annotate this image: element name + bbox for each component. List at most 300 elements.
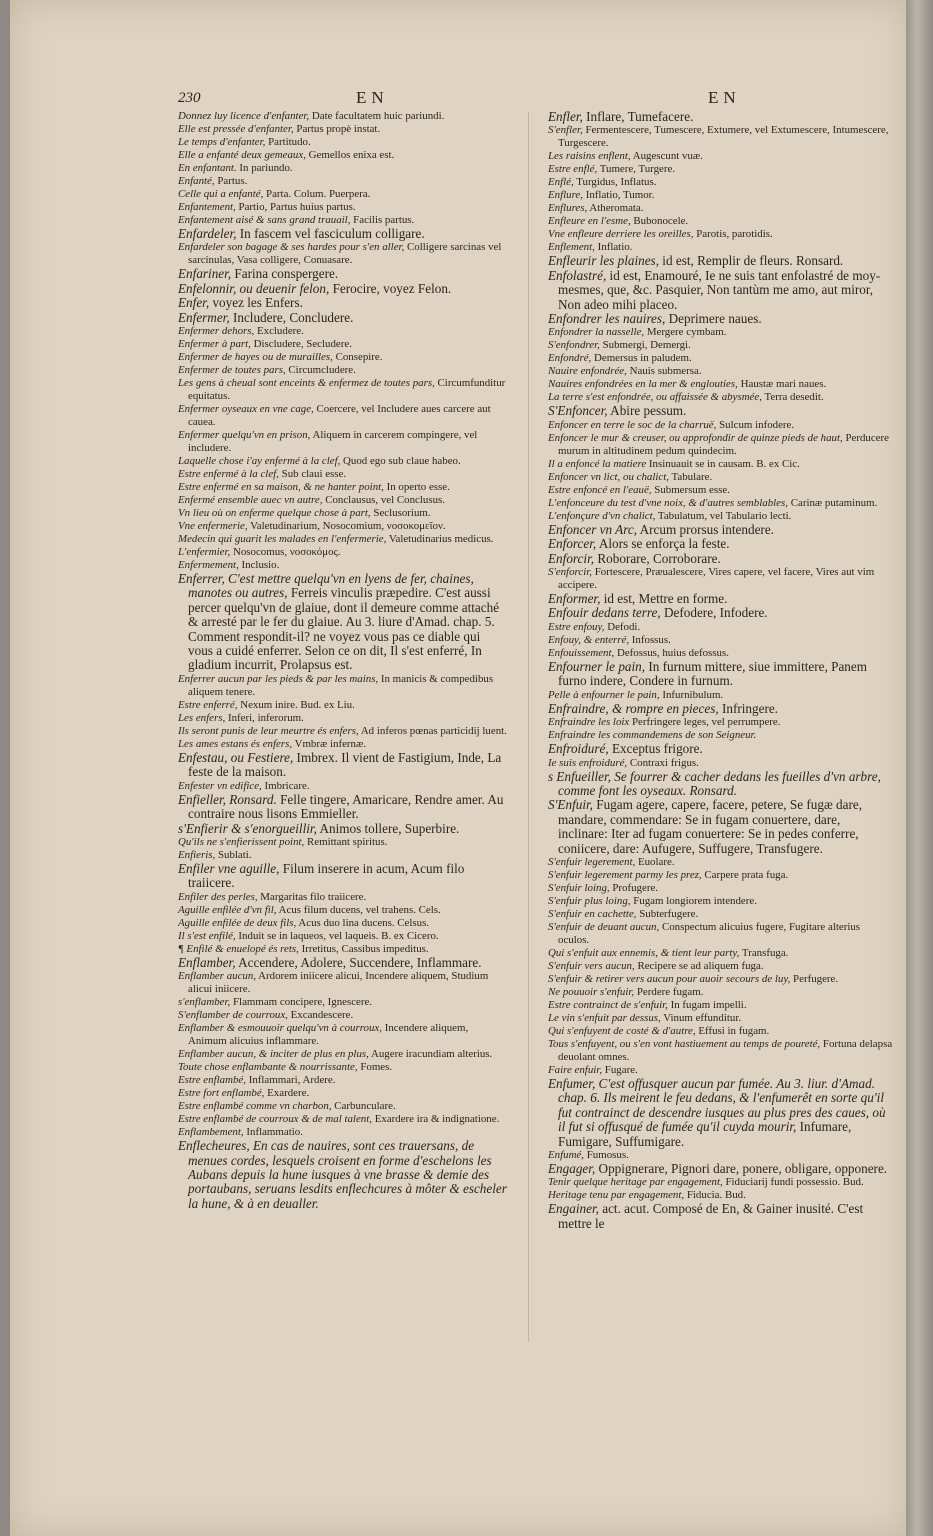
dictionary-entry [178,917,508,930]
dictionary-entry [548,458,893,471]
entry-french: Enfardeler, [178,226,237,241]
dictionary-entry [548,523,893,537]
entry-latin: In fugam impelli. [670,998,747,1011]
entry-french: Enfermer quelqu'vn en prison, [178,429,311,442]
running-head-left: EN [356,88,389,107]
dictionary-entry [178,149,508,162]
entry-latin: Date facultatem huic pariundi. [311,110,445,122]
entry-latin: Terra desedit. [764,391,824,404]
entry-latin: Parotis, parotidis. [696,228,773,241]
dictionary-entry [178,136,508,149]
entry-french: S'Enfuir, [548,797,593,813]
dictionary-entry [178,175,508,188]
entry-latin: Nosocomus, νοσοκόμος. [232,546,341,559]
entry-latin: Augescunt vuæ. [632,150,703,163]
dictionary-entry [548,592,893,606]
dictionary-entry [548,606,893,620]
entry-french: Enforcer, [548,536,597,552]
entry-french: S'enforcir, [548,566,592,579]
entry-latin: Defodi. [607,620,641,633]
entry-french: L'enfonceure du test d'vne noix, & d'autres semblables, [548,496,788,509]
left-column [178,86,508,1211]
entry-latin: Farina conspergere. [234,266,339,282]
dictionary-entry [178,725,508,738]
entry-latin: Sub claui esse. [281,468,347,481]
entry-french: Enflure, [548,189,583,202]
entry-french: Enfermer de hayes ou de murailles, [178,351,333,364]
entry-latin: Demersus in paludem. [594,352,692,365]
dictionary-entry [548,960,893,973]
dictionary-entry [178,1022,508,1048]
entry-french: Enfantement, [178,201,236,213]
entry-french: Nauire enfondrée, [548,365,627,378]
entry-french: Elle est pressée d'enfanter, [178,123,294,135]
entry-french: Enfester vn edifice, [178,779,262,792]
dictionary-entry [548,999,893,1012]
dictionary-entry [178,377,508,403]
entry-french: Enfumer, C'est offusquer aucun par fumée. Au 3. liur. d'Amad. chap. 6. Ils meirent le feu dedans, & l'enfumerêt en sorte qu'il fut contrainct de descendre iusques au plus pres des caues, où il fut si offusqué de fumée qu'il cuyda mourir, [548,1075,886,1135]
entry-latin: Coercere, vel Includere aues carcere aut caueа. [188,403,491,429]
right-column [548,86,893,1231]
dictionary-entry [178,904,508,917]
dictionary-entry [548,895,893,908]
dictionary-entry [548,419,893,432]
entry-latin: Circumcludere. [288,364,356,377]
dictionary-entry [178,455,508,468]
entry-french: Qu'ils ne s'enfierissent point, [178,835,305,848]
entry-latin: Fomes. [360,1061,393,1074]
dictionary-entry [548,202,893,215]
dictionary-entry [178,673,508,699]
dictionary-entry [178,481,508,494]
entry-french: Il s'est enfilé, [178,929,236,942]
entry-french: Enfleure en l'esme, [548,215,631,228]
entry-latin: Irretitus, Cassibus impeditus. [301,942,429,955]
entry-french: Aguille enfilée de deux fils, [178,916,297,929]
entry-latin: Perdere fugam. [636,985,704,998]
entry-latin: Exceptus frigore. [611,741,703,757]
entry-french: Enfanté, [178,175,215,187]
entry-latin: Perducere murum in altitudinem pedum quindecim. [558,431,889,457]
dictionary-entry [178,403,508,429]
entry-french: Estre enfermé en sa maison, & ne hanter point, [178,481,384,494]
entry-latin: Inflatio. [597,241,633,254]
entry-latin: Fugare. [604,1063,638,1076]
entry-latin: Euolare. [637,855,675,868]
dictionary-entry [178,970,508,996]
entry-french: Enflement, [548,241,595,254]
dictionary-entry [548,882,893,895]
entry-latin: Margaritas filo traiicere. [260,890,367,903]
dictionary-entry [548,339,893,352]
entry-latin: Alors se enforça la feste. [598,536,730,552]
entry-french: Engainer, [548,1201,599,1217]
dictionary-entry [548,1202,893,1231]
entry-french: Le temps d'enfanter, [178,136,266,148]
dictionary-entry [548,312,893,326]
entry-latin: Accendere, Adolere, Succendere, Inflammare. [238,954,482,970]
entry-latin: Seclusorium. [373,507,431,520]
entry-french: Toute chose enflambante & nourrissante, [178,1061,358,1074]
dictionary-entry [548,497,893,510]
dictionary-entry [548,566,893,592]
dictionary-entry [178,751,508,780]
entry-latin: Colligere sarcinas vel sarcinulas, Vasa colligere, Conuasare. [188,241,502,267]
entry-latin: Quod ego sub claue habeo. [343,455,461,468]
entry-latin: Aliquem in carcerem compingere, vel includere. [188,429,478,455]
entry-latin: Excludere. [256,325,304,338]
entry-french: Enfieller, Ronsard. [178,791,277,807]
entry-latin: Inclusio. [241,559,280,572]
entry-french: Celle qui a enfanté, [178,188,264,200]
dictionary-entry [548,1077,893,1149]
entry-french: Medecin qui guarit les malades en l'enfermerie, [178,533,387,546]
entry-french: Enfieris, [178,848,216,861]
entry-latin: Sulcum infodere. [719,418,795,431]
entry-french: s'Enfierir & s'enorgueillir, [178,820,317,836]
dictionary-entry [178,572,508,673]
entry-latin: Partio, Partus huius partus. [238,201,356,213]
entry-latin: Partus propè instat. [296,123,381,135]
entry-latin: Incendere aliquem, Animum alicuius inflammare. [188,1022,469,1048]
entry-latin: In operto esse. [386,481,450,494]
entry-latin: Exardere ira & indignatione. [374,1113,500,1126]
dictionary-entry [178,996,508,1009]
entry-french: Estre enferré, [178,698,238,711]
dictionary-entry [548,973,893,986]
entry-french: Enflamber aucun, & inciter de plus en plus, [178,1048,369,1061]
entry-french: Enfariner, [178,266,232,282]
entry-french: S'enfondrer, [548,339,600,352]
entry-latin: Facilis partus. [353,214,415,226]
dictionary-entry [178,507,508,520]
entry-french: Nauires enfondrées en la mer & englouties, [548,378,738,391]
left-running-head [178,86,508,110]
dictionary-entry [178,162,508,175]
entry-latin: Infossus. [631,633,671,646]
entry-latin: Animos tollere, Superbire. [319,820,460,836]
dictionary-entry [548,537,893,551]
dictionary-entry [178,862,508,891]
entry-french: Estre contrainct de s'enfuir, [548,998,668,1011]
entry-latin: voyez les Enfers. [212,295,303,311]
dictionary-entry [178,1100,508,1113]
entry-latin: Abire pessum. [610,403,687,419]
entry-latin: Induit se in laqueos, vel laqueis. B. ex Cicero. [238,929,439,942]
dictionary-entry [548,471,893,484]
entry-latin: Tabulatum, vel Tabulario lecti. [657,509,792,522]
dictionary-entry [178,468,508,481]
entry-latin: Fortuna delapsa deuolant omnes. [558,1037,893,1063]
entry-latin: Contraxi frigus. [629,756,699,769]
dictionary-entry [548,124,893,150]
entry-latin: Defodere, Infodere. [664,605,768,621]
entry-latin: Valetudinarius medicus. [388,533,494,546]
entry-latin: Discludere, Secludere. [253,338,352,351]
entry-latin: Ad inferos pœnas particidij luent. [360,724,507,737]
entry-french: Enfraindre les commandemens de son Seigneur. [548,729,757,742]
dictionary-entry [178,546,508,559]
dictionary-entry [178,793,508,822]
dictionary-entry [178,956,508,970]
dictionary-entry [548,326,893,339]
entry-latin: Imbricare. [264,779,310,792]
entry-latin: Felle tingere, Amaricare, Rendre amer. Au contraire nous lisons Emmieller. [188,791,504,822]
right-running-head [548,86,893,110]
entry-french: Enfiler des perles, [178,890,258,903]
entry-french: La terre s'est enfondrée, ou affaissée & abysmée, [548,391,762,404]
entry-latin: Inflammari, Ardere. [248,1074,336,1087]
running-head-right: EN [708,88,741,107]
dictionary-entry [178,338,508,351]
entry-latin: Exardere. [267,1087,310,1100]
entry-french: Il a enfoncé la matiere [548,457,647,470]
entry-french: Le vin s'enfuit par dessus, [548,1011,661,1024]
dictionary-entry [178,282,508,296]
entry-latin: Includere, Concludere. [232,309,354,325]
entry-french: Heritage tenu par engagement, [548,1189,685,1202]
dictionary-entry [548,228,893,241]
entry-french: S'enfuir legerement, [548,855,636,868]
entry-latin: Nauis submersa. [629,365,702,378]
entry-french: Enfoncer vn Arc, [548,521,637,537]
entry-latin: Recipere se ad aliquem fuga. [637,959,764,972]
entry-french: S'Enfoncer, [548,403,608,419]
entry-latin: Ferocire, voyez Felon. [332,280,452,296]
entry-french: Estre enfoncé en l'eauë, [548,483,652,496]
entry-latin: In manicis & compedibus aliquem tenere. [188,672,494,698]
entry-latin: Oppignerare, Pignori dare, ponere, obligare, opponere. [598,1160,888,1176]
entry-french: Enformer, [548,591,601,607]
entry-latin: Insinuauit se in causam. B. ex Cic. [648,457,800,470]
entry-latin: Bubonocele. [633,215,689,228]
entry-french: S'enflamber de courroux, [178,1009,288,1022]
entry-french: Enfoncer en terre le soc de la charruë, [548,418,717,431]
entry-french: Enfondrer les nauires, [548,311,666,327]
entry-french: Estre enfouy, [548,620,605,633]
entry-latin: Fiducia. Bud. [686,1189,746,1202]
entry-latin: Nexum inire. Bud. ex Liu. [240,698,355,711]
entry-french: Ie suis enfroiduré, [548,756,628,769]
dictionary-entry [548,869,893,882]
dictionary-entry [548,552,893,566]
entry-french: S'enfuir plus loing, [548,894,631,907]
entry-latin: Gemellos enixa est. [308,149,395,161]
entry-french: Enfumé, [548,1148,584,1161]
entry-french: S'enfler, [548,124,583,137]
entry-french: Estre enflé, [548,163,598,176]
dictionary-entry [178,267,508,281]
entry-french: Laquelle chose i'ay enfermé à la clef, [178,455,341,468]
dictionary-entry [178,891,508,904]
dictionary-entry [548,621,893,634]
entry-french: S'enfuir legerement parmy les prez, [548,868,702,881]
dictionary-entry [178,188,508,201]
entry-french: Faire enfuir, [548,1063,603,1076]
dictionary-entry [178,1113,508,1126]
entry-french: Enfer, [178,295,210,311]
entry-french: Qui s'enfuyent de costé & d'autre, [548,1024,696,1037]
entry-latin: Deprimere naues. [668,311,762,327]
dictionary-entry [178,1061,508,1074]
entry-french: Enfoncer vn lict, ou chalict, [548,470,669,483]
entry-french: Enflures, [548,202,588,215]
entry-french: Enfantement aisé & sans grand trauail, [178,214,351,226]
entry-latin: Profugere. [612,881,659,894]
dictionary-entry [178,712,508,725]
dictionary-entry [548,921,893,947]
dictionary-entry [548,634,893,647]
entry-latin: Turgidus, Inflatus. [576,176,657,189]
entry-french: Enferrer aucun par les pieds & par les mains, [178,672,379,685]
dictionary-entry [548,484,893,497]
entry-latin: Infurnibulum. [662,688,724,701]
entry-latin: Perfringere leges, vel perrumpere. [632,716,781,729]
entry-french: Enfelonnir, ou deuenir felon, [178,280,330,296]
entry-french: Vne enfermerie, [178,520,248,533]
entry-latin: Inflatio, Tumor. [585,189,655,202]
dictionary-entry [178,1048,508,1061]
entry-latin: Haustæ mari naues. [740,378,827,391]
dictionary-entry [178,836,508,849]
entry-latin: Partitudo. [268,136,311,148]
dictionary-entry [548,432,893,458]
entry-french: L'enfermier, [178,546,231,559]
dictionary-entry [548,986,893,999]
entry-french: Enfraindre les loix [548,716,630,729]
entry-french: Tenir quelque heritage par engagement, [548,1176,723,1189]
entry-latin: Acus duo lina ducens. Celsus. [298,916,430,929]
entry-french: Aguille enfilée d'vn fil, [178,903,277,916]
entry-french: Les gens à cheual sont enceints & enfermez de toutes pars, [178,377,435,390]
entry-french: s'enflamber, [178,996,231,1009]
dictionary-entry [548,189,893,202]
entry-latin: Tumere, Turgere. [599,163,676,176]
entry-french: S'enfuir en cachette, [548,907,637,920]
dictionary-entry [548,150,893,163]
entry-french: Enfestau, ou Festiere, [178,749,294,765]
entry-latin: Inflare, Tumefacere. [586,109,694,124]
entry-latin: Excandescere. [290,1009,354,1022]
dictionary-entry [548,770,893,799]
entry-latin: Vmbræ infernæ. [294,737,366,750]
entry-latin: Acus filum ducens, vel trahens. Cels. [278,903,441,916]
dictionary-entry [178,325,508,338]
entry-french: Enfermement, [178,559,239,572]
entry-latin: act. acut. Composé de En, & Gainer inusité. C'est mettre le [558,1201,864,1231]
entry-latin: Fortescere, Præualescere, Vires capere, vel facere, Vires aut vim accipere. [558,566,875,592]
entry-latin: In furnum mittere, siue immittere, Panem furno indere, Condere in furnum. [558,658,868,689]
entry-latin: Carbunculare. [334,1100,396,1113]
entry-latin: id est, Remplir de fleurs. Ronsard. [662,253,844,269]
dictionary-entry [548,1162,893,1176]
entry-french: Enfolastré, [548,267,607,283]
entry-latin: Imbrex. Il vient de Fastigium, Inde, La feste de la maison. [188,749,502,780]
dictionary-entry [548,110,893,124]
dictionary-entry [548,856,893,869]
entry-french: S'enfuir vers aucun, [548,959,635,972]
entry-latin: Roborare, Corroborare. [597,550,721,566]
dictionary-entry [548,1025,893,1038]
entry-french: Estre fort enflambé, [178,1087,265,1100]
dictionary-entry [548,254,893,268]
dictionary-entry [548,716,893,729]
entry-french: Enfermer, [178,309,230,325]
entry-latin: Sublati. [217,848,252,861]
entry-latin: Fumosus. [586,1148,629,1161]
entry-french: Enfraindre, & rompre en pieces, [548,700,719,716]
entry-latin: id est, Mettre en forme. [603,591,728,607]
entry-french: Les ames estans és enfers, [178,737,293,750]
entry-french: Estre enfermé à la clef, [178,468,279,481]
dictionary-entry [178,1009,508,1022]
entry-latin: Tabulare. [671,470,713,483]
entry-latin: Vinum effunditur. [663,1011,742,1024]
entry-french: Pelle à enfourner le pain, [548,688,660,701]
entry-french: Les raisins enflent, [548,150,631,163]
entry-french: Enfler, [548,109,583,124]
entry-french: Enfardeler son bagage & ses hardes pour s'en aller, [178,241,405,254]
entry-latin: Infringere. [721,700,778,716]
entry-latin: Carpere prata fuga. [704,868,789,881]
entry-french: S'enfuir loing, [548,881,610,894]
dictionary-entry [548,798,893,856]
entry-french: Enfermer oyseaux en vne cage, [178,403,314,416]
entry-french: Vne enfleure derriere les oreilles, [548,228,694,241]
entry-latin: Submergi, Demergi. [602,339,691,352]
entry-latin: Perfugere. [793,972,839,985]
entry-latin: Augere iracundiam alterius. [371,1048,493,1061]
entry-french: Enflambement, [178,1126,244,1139]
entry-latin: Mergere cymbam. [646,326,727,339]
entry-french: Ne pouuoir s'enfuir, [548,985,635,998]
entry-latin: Valetudinarium, Nosocomium, νοσοκομεῖον. [250,520,446,533]
entry-french: s Enfueiller, Se fourrer & cacher dedans les fueilles d'vn arbre, comme font les oyseaux. Ronsard. [548,768,881,798]
entry-french: Enflé, [548,176,574,189]
entry-french: Enfondré, [548,352,592,365]
dictionary-entry [548,1176,893,1189]
dictionary-entry [548,176,893,189]
dictionary-entry [178,520,508,533]
entry-french: En enfantant. [178,162,237,174]
entry-french: ¶ Enfilé & enuelopé és rets, [178,942,299,955]
dictionary-entry [548,378,893,391]
dictionary-entry [178,227,508,241]
entry-french: Enfermer à part, [178,338,251,351]
entry-french: Enforcir, [548,550,595,566]
entry-latin: Fugam longiorem intendere. [633,894,757,907]
entry-latin: Infumare, Fumigare, Suffumigare. [558,1119,852,1149]
entry-latin: Effusi in fugam. [698,1024,770,1037]
dictionary-entry [178,311,508,325]
entry-french: Enflamber, [178,954,236,970]
dictionary-entry [548,660,893,689]
entry-latin: Parta. Colum. Puerpera. [266,188,371,200]
dictionary-entry [178,822,508,836]
entry-french: Enflecheures, En cas de nauires, sont ces trauersans, de menues cordes, lesquels croisent en forme d'eschelons les Aubans depuis la hune iusques à vne brasse & demie des portaubans, seruans lesdits enflechcures à môter & escheler la hune, & à en deualler. [178,1138,507,1211]
entry-french: Vn lieu où on enferme quelque chose à part, [178,507,371,520]
dictionary-entry [178,110,508,123]
entry-french: Estre enflambé, [178,1074,246,1087]
right-entries [548,110,893,1231]
dictionary-entry [178,429,508,455]
entry-latin: Filum inserere in acum, Acum filo traiicere. [188,860,465,891]
entry-french: Qui s'enfuit aux ennemis, & tient leur party, [548,946,740,959]
dictionary-entry [178,930,508,943]
entry-french: Enfouir dedans terre, [548,605,661,621]
entry-french: S'enfuir de deuant aucun, [548,920,660,933]
entry-latin: Inferi, inferorum. [227,711,304,724]
